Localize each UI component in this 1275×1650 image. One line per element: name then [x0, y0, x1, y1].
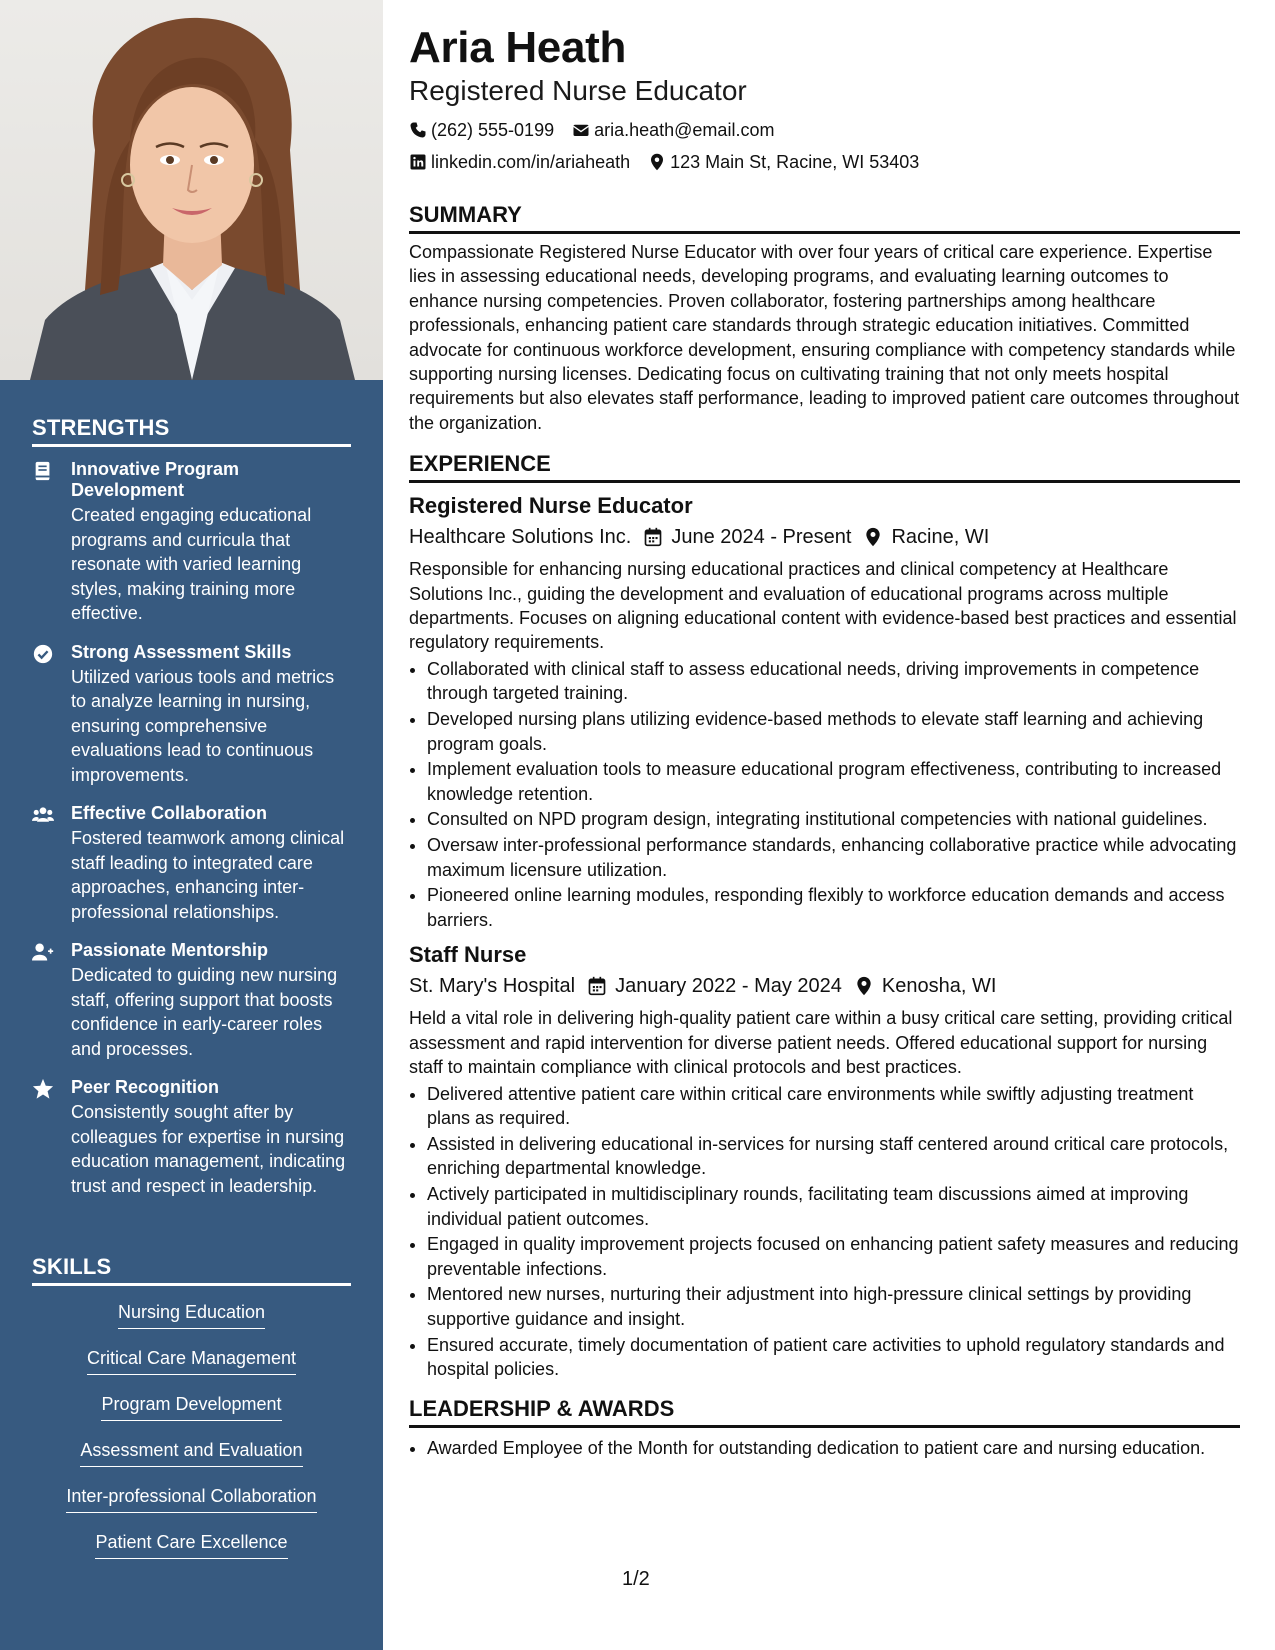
calendar-icon	[643, 527, 663, 547]
map-pin-icon	[854, 976, 874, 996]
skill-tag: Assessment and Evaluation	[80, 1438, 302, 1467]
strengths-heading: STRENGTHS	[32, 415, 351, 447]
skill-tag: Nursing Education	[118, 1300, 265, 1329]
skill-tag: Program Development	[101, 1392, 281, 1421]
list-item: • Awarded Employee of the Month for outstanding dedication to patient care and nursing education.	[427, 1436, 1240, 1461]
skills-list	[32, 1300, 351, 1576]
strength-item	[32, 642, 351, 788]
strength-desc: Dedicated to guiding new nursing staff, offering support that boosts confidence in early-career roles and processes.	[71, 965, 338, 1059]
linkedin-contact[interactable]	[409, 146, 630, 178]
envelope-icon	[572, 121, 590, 139]
list-item: • Mentored new nurses, nurturing their adjustment into high-pressure clinical settings by providing supportive guidance and insight.	[427, 1282, 1240, 1331]
summary-text: Compassionate Registered Nurse Educator with over four years of critical care experience. Expertise lies in assessing educational needs, developing programs, and evaluating learning outcomes to enhance nursing competencies. Proven collaborator, fostering partnerships among healthcare professionals, enhancing patient care standards through strategic education initiatives. Committed advocate for continuous workforce development, ensuring compliance with competency standards while supporting nursing licenses. Dedicating focus on cultivating training that not only meets hospital requirements but also elevates staff performance, leading to improved patient care outcomes throughout the organization.	[409, 242, 1240, 433]
experience-heading: EXPERIENCE	[409, 451, 1240, 483]
phone-icon	[409, 121, 427, 139]
contact-row	[409, 114, 1240, 146]
check-circle-icon	[32, 643, 54, 665]
strength-item	[32, 459, 351, 626]
strength-desc: Consistently sought after by colleagues for expertise in nursing education management, indicating trust and respect in leadership.	[71, 1102, 346, 1196]
candidate-title: Registered Nurse Educator	[409, 75, 747, 106]
email-contact[interactable]	[572, 114, 774, 146]
strength-title: Strong Assessment Skills	[71, 641, 292, 662]
strength-desc: Fostered teamwork among clinical staff leading to integrated care approaches, enhancing inter-professional relationships.	[71, 828, 345, 922]
list-item: • Developed nursing plans utilizing evidence-based methods to elevate staff learning and achieving program goals.	[427, 707, 1240, 756]
calendar-icon	[587, 976, 607, 996]
strengths-section	[32, 415, 351, 1214]
list-item: • Pioneered online learning modules, responding flexibly to workforce education demands and access barriers.	[427, 883, 1240, 932]
strength-title: Passionate Mentorship	[71, 940, 269, 960]
strength-desc: Utilized various tools and metrics to analyze learning in nursing, ensuring comprehensive evaluations lead to continuous improvements.	[71, 666, 335, 785]
skill-tag: Patient Care Excellence	[95, 1530, 287, 1559]
portrait-illustration	[0, 0, 383, 380]
users-icon	[32, 804, 54, 826]
job-entry	[409, 940, 1240, 1381]
job-role: Registered Nurse Educator	[409, 493, 693, 519]
linkedin-icon	[409, 153, 427, 171]
strength-title: Innovative Program Development	[71, 459, 240, 500]
job-company: St. Mary's Hospital	[409, 975, 576, 998]
list-item: • Delivered attentive patient care within critical care environments while swiftly adjusting treatment plans as required.	[427, 1082, 1240, 1131]
linkedin-text: linkedin.com/in/ariaheath	[431, 152, 631, 172]
strength-title: Peer Recognition	[71, 1077, 220, 1097]
job-description: Responsible for enhancing nursing educational practices and clinical competency at Healthcare Solutions Inc., guiding the development and evaluation of educational programs across multiple departments. Focuses on aligning educational content with evidence-based best practices and essential regulatory requirements.	[409, 559, 1237, 653]
list-item: • Oversaw inter-professional performance standards, enhancing collaborative practice while advocating maximum licensure utilization.	[427, 833, 1240, 882]
sidebar	[0, 0, 383, 1650]
job-dates: January 2022 - May 2024	[615, 975, 842, 998]
contact-row-2	[409, 146, 1240, 178]
page-number: 1/2	[622, 1568, 650, 1590]
summary-section	[409, 202, 1240, 435]
job-bullets	[409, 657, 1240, 933]
skills-section	[32, 1254, 351, 1576]
job-location: Racine, WI	[891, 526, 990, 549]
job-dates: June 2024 - Present	[671, 526, 852, 549]
strength-desc: Created engaging educational programs and curricula that resonate with varied learning styles, making training more effective.	[71, 505, 312, 623]
strength-item	[32, 1077, 351, 1198]
main-content	[409, 22, 1240, 1461]
list-item: • Implement evaluation tools to measure educational program effectiveness, contributing to increased knowledge retention.	[427, 757, 1240, 806]
address-text: 123 Main St, Racine, WI 53403	[670, 152, 920, 172]
job-entry	[409, 491, 1240, 932]
profile-photo	[0, 0, 383, 380]
summary-heading: SUMMARY	[409, 202, 1240, 234]
job-meta	[409, 521, 1240, 553]
job-description: Held a vital role in delivering high-quality patient care within a busy critical care setting, providing critical assessment and rapid intervention for diverse patient needs. Offered educational support for nursing staff to maintain compliance with clinical protocols and best practices.	[409, 1008, 1233, 1078]
list-item: • Consulted on NPD program design, integrating institutional competencies with national guidelines.	[427, 807, 1240, 832]
job-meta	[409, 970, 1240, 1002]
awards-list	[409, 1436, 1240, 1461]
job-bullets	[409, 1082, 1240, 1382]
star-icon	[32, 1078, 54, 1100]
map-pin-icon	[648, 153, 666, 171]
experience-section	[409, 451, 1240, 1382]
list-item: • Engaged in quality improvement projects focused on enhancing patient safety measures and reducing preventable infections.	[427, 1232, 1240, 1281]
map-pin-icon	[863, 527, 883, 547]
list-item: • Assisted in delivering educational in-services for nursing staff centered around critical care protocols, enriching departmental knowledge.	[427, 1132, 1240, 1181]
phone-contact[interactable]	[409, 114, 554, 146]
phone-text: (262) 555-0199	[431, 120, 555, 140]
job-company: Healthcare Solutions Inc.	[409, 526, 632, 549]
user-plus-icon	[32, 941, 54, 963]
job-location: Kenosha, WI	[881, 975, 997, 998]
list-item: • Actively participated in multidisciplinary rounds, facilitating team discussions aimed at improving individual patient outcomes.	[427, 1182, 1240, 1231]
skill-tag: Inter-professional Collaboration	[66, 1484, 316, 1513]
skills-heading: SKILLS	[32, 1254, 351, 1286]
list-item: • Collaborated with clinical staff to assess educational needs, driving improvements in competence through targeted training.	[427, 657, 1240, 706]
address-contact	[648, 146, 919, 178]
awards-section	[409, 1396, 1240, 1461]
strength-title: Effective Collaboration	[71, 803, 268, 823]
list-item: • Ensured accurate, timely documentation of patient care activities to uphold regulatory standards and hospital policies.	[427, 1333, 1240, 1382]
book-icon	[32, 460, 54, 482]
email-text: aria.heath@email.com	[594, 120, 775, 140]
candidate-name: Aria Heath	[409, 23, 627, 72]
strength-item	[32, 940, 351, 1061]
job-role: Staff Nurse	[409, 942, 527, 968]
skill-tag: Critical Care Management	[87, 1346, 296, 1375]
awards-heading: LEADERSHIP & AWARDS	[409, 1396, 1240, 1428]
strength-item	[32, 803, 351, 924]
